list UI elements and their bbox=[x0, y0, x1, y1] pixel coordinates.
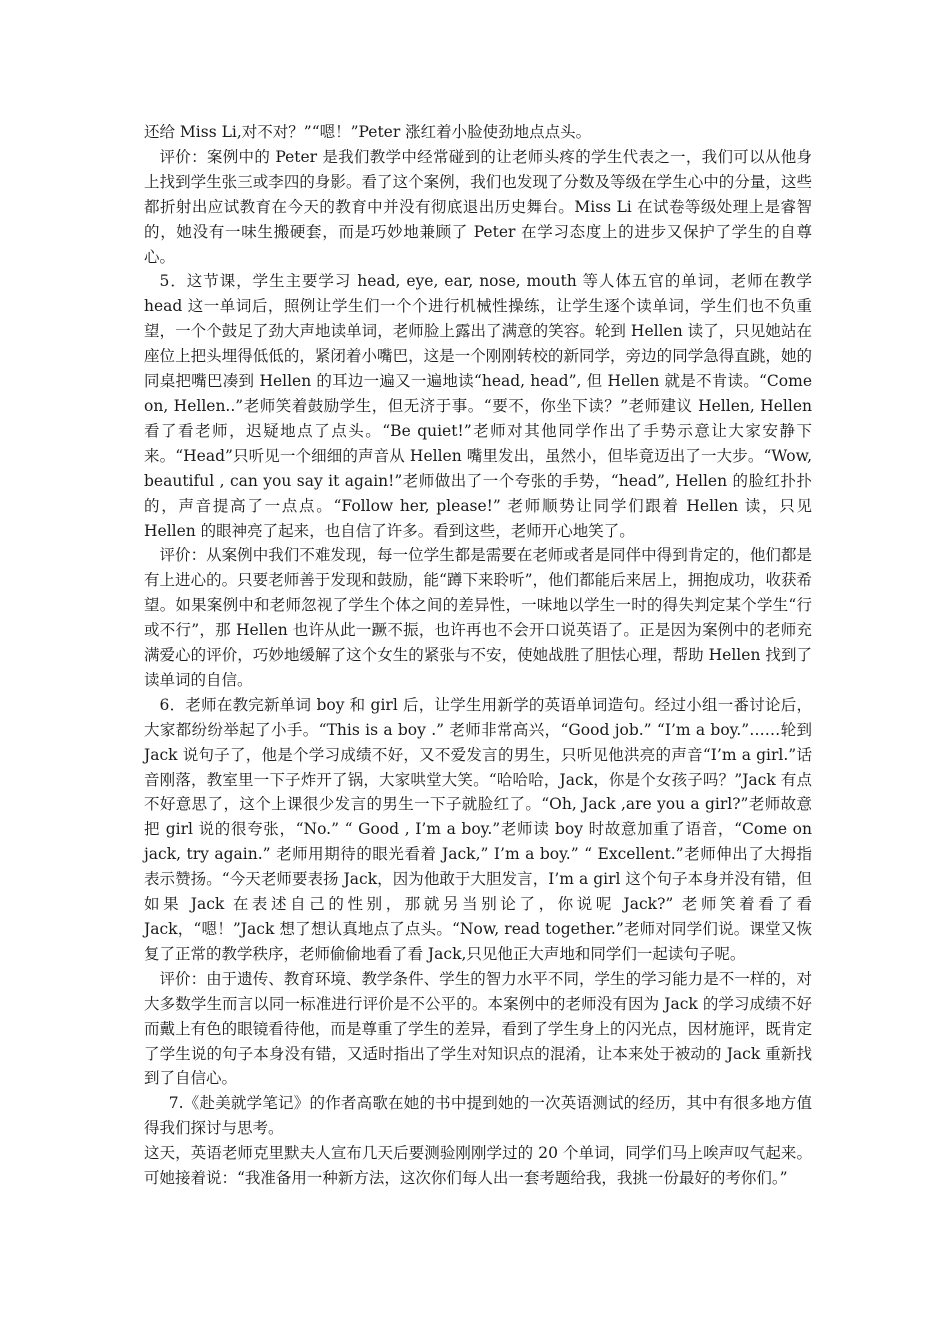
paragraph-comment-6: 评价：由于遗传、教育环境、教学条件、学生的智力水平不同，学生的学习能力是不一样的，对大多数学生而言以同一标准进行评价是不公平的。本案例中的老师没有因为 Jack 的学习成绩不好而戴上有色的眼镜看待他，而是尊重了学生的差异，看到了学生身上的闪光点，因材施评，既肯定了学生说的句子本身没有错，又适时指出了学生对知识点的混淆，让本来处于被动的 Jack 重新找到了自信心。 bbox=[144, 969, 812, 1088]
paragraph-case-7: 7.《赴美就学笔记》的作者高歌在她的书中提到她的一次英语测试的经历，其中有很多地方值得我们探讨与思考。 bbox=[144, 1094, 812, 1138]
paragraph-comment-5: 评价：从案例中我们不难发现，每一位学生都是需要在老师或者是同伴中得到肯定的，他们都是有上进心的。只要老师善于发现和鼓励，能“蹲下来聆听”，他们都能后来居上，拥抱成功，收获希望。如果案例中和老师忽视了学生个体之间的差异性，一味地以学生一时的得失判定某个学生“行或不行”，那 Hellen 也许从此一蹶不振，也许再也不会开口说英语了。正是因为案例中的老师充满爱心的评价，巧妙地缓解了这个女生的紧张与不安，使她战胜了胆怯心理，帮助 Hellen 找到了读单词的自信。 bbox=[144, 546, 812, 689]
document-body bbox=[144, 120, 812, 1191]
paragraph-case-7-continuation: 这天，英语老师克里默夫人宣布几天后要测验刚刚学过的 20 个单词，同学们马上唉声叹气起来。可她接着说：“我准备用一种新方法，这次你们每人出一套考题给我，我挑一份最好的考你们。” bbox=[144, 1144, 812, 1188]
paragraph-case-6: 6．老师在教完新单词 boy 和 girl 后，让学生用新学的英语单词造句。经过小组一番讨论后，大家都纷纷举起了小手。“This is a boy .” 老师非常高兴，“Good job.” “I’m a boy.”……轮到 Jack 说句子了，他是个学习成绩不好，又不爱发言的男生，只听见他洪亮的声音“I’m a girl.”话音刚落，教室里一下子炸开了锅，大家哄堂大笑。“哈哈哈，Jack，你是个女孩子吗？”Jack 有点不好意思了，这个上课很少发言的男生一下子就脸红了。“Oh, Jack ,are you a girl?”老师故意把 girl 说的很夸张，“No.” “ Good , I’m a boy.”老师读 boy 时故意加重了语音，“Come on jack, try again.” 老师用期待的眼光看着 Jack,” I’m a boy.” “ Excellent.”老师伸出了大拇指表示赞扬。“今天老师要表扬 Jack，因为他敢于大胆发言，I’m a girl 这个句子本身并没有错，但如果 Jack 在表述自己的性别，那就另当别论了，你说呢 Jack?” 老师笑着看了看 Jack，“嗯！”Jack 想了想认真地点了点头。“Now, read together.”老师对同学们说。课堂又恢复了正常的教学秩序，老师偷偷地看了看 Jack,只见他正大声地和同学们一起读句子呢。 bbox=[144, 695, 813, 963]
paragraph-case-5: 5．这节课，学生主要学习 head, eye, ear, nose, mouth 等人体五官的单词，老师在教学 head 这一单词后，照例让学生们一个个进行机械性操练，让学生逐个读单词，学生们也不负重望，一个个鼓足了劲大声地读单词，老师脸上露出了满意的笑容。轮到 Hellen 读了，只见她站在座位上把头埋得低低的，紧闭着小嘴巴，这是一个刚刚转校的新同学，旁边的同学急得直跳，她的同桌把嘴巴凑到 Hellen 的耳边一遍又一遍地读“head, head”, 但 Hellen 就是不肯读。“Come on, Hellen..”老师笑着鼓励学生，但无济于事。“要不，你坐下读？”老师建议 Hellen, Hellen 看了看老师，迟疑地点了点头。“Be quiet!”老师对其他同学作出了手势示意让大家安静下来。“Head”只听见一个细细的声音从 Hellen 嘴里发出，虽然小，但毕竟迈出了一大步。“Wow, beautiful , can you say it again!”老师做出了一个夸张的手势，“head”, Hellen 的脸红扑扑的，声音提高了一点点。“Follow her, please!” 老师顺势让同学们跟着 Hellen 读，只见 Hellen 的眼神亮了起来，也自信了许多。看到这些，老师开心地笑了。 bbox=[144, 272, 812, 540]
paragraph-comment-4: 评价：案例中的 Peter 是我们教学中经常碰到的让老师头疼的学生代表之一，我们可以从他身上找到学生张三或李四的身影。看了这个案例，我们也发现了分数及等级在学生心中的分量，这些都折射出应试教育在今天的教育中并没有彻底退出历史舞台。Miss Li 在试卷等级处理上是睿智的，她没有一味生搬硬套，而是巧妙地兼顾了 Peter 在学习态度上的进步又保护了学生的自尊心。 bbox=[144, 147, 812, 266]
paragraph-continuation-peter: 还给 Miss Li,对不对？”“嗯！”Peter 涨红着小脸使劲地点点头。 bbox=[144, 123, 592, 141]
